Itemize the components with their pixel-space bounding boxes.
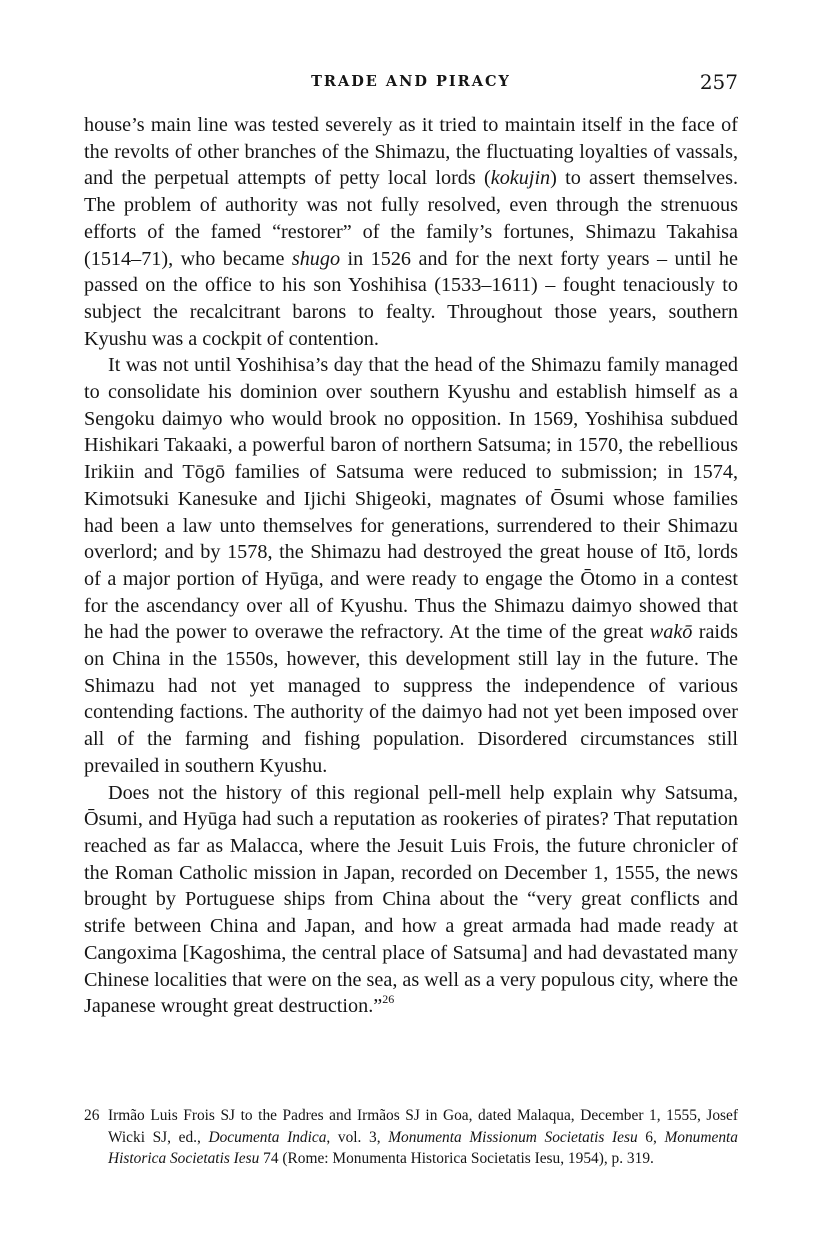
italic-run: Documenta Indica [208, 1128, 327, 1146]
italic-run: wakō [649, 621, 693, 644]
running-head [84, 70, 738, 98]
running-title: TRADE AND PIRACY [311, 73, 511, 90]
footnote-26 [84, 1105, 738, 1170]
body-text [84, 112, 738, 1020]
paragraph-2: It was not until Yoshihisa’s day that the head of the Shimazu family managed to consolidate his dominion over southern Kyushu and establish himself as a Sengoku daimyo who would brook no opposition. In 1569, Yoshihisa subdued Hishikari Takaaki, a powerful baron of northern Satsuma; in 1570, the rebellious Irikiin and Tōgō families of Satsuma were reduced to submission; in 1574, Kimotsuki Kanesuke and Ijichi Shigeoki, magnates of Ōsumi whose families had been a law unto themselves for generations, surrendered to their Shimazu overlord; and by 1578, the Shimazu had destroyed the great house of Itō, lords of a major portion of Hyūga, and were ready to engage the Ōtomo in a contest for the ascendancy over all of Kyushu. Thus the Shimazu daimyo showed that he had the power to overawe the refractory. At the time of the great wakō raids on China in the 1550s, however, this development still lay in the future. The Shimazu had not yet managed to suppress the independence of various contending factions. The authority of the daimyo had not yet been imposed over all of the farming and fishing population. Disordered circumstances still prevailed in southern Kyushu. [84, 354, 738, 777]
footnote-reference[interactable]: 26 [382, 992, 395, 1007]
footnote-number: 26 [84, 1107, 100, 1124]
page-number: 257 [699, 70, 738, 94]
italic-run: Monumenta Missionum Societatis Iesu [388, 1128, 638, 1146]
italic-run: kokujin [490, 167, 551, 190]
italic-run: Monumenta Historica Societatis Iesu [108, 1128, 738, 1167]
paragraph-3: Does not the history of this regional pell-mell help explain why Satsuma, Ōsumi, and Hyūga had such a reputation as rookeries of pirates? That reputation reached as far as Malacca, where the Jesuit Luis Frois, the future chronicler of the Roman Catholic mission in Japan, recorded on December 1, 1555, the news brought by Portuguese ships from China about the “very great conflicts and strife between China and Japan, and how a great armada had made ready at Cangoxima [Kagoshima, the central place of Satsuma] and had devastated many Chinese localities that were on the sea, as well as a very populous city, where the Japanese wrought great destruction.”$^{26}$ [84, 781, 739, 1018]
footnote-text: Irmão Luis Frois SJ to the Padres and Irmãos SJ in Goa, dated Malaqua, December 1, 1555, Josef Wicki SJ, ed., Documenta Indica, vol. 3, Monumenta Missionum Societatis Iesu 6, Monumenta Historica Societatis Iesu 74 (Rome: Monumenta Historica Societatis Iesu, 1954), p. 319. [108, 1107, 738, 1167]
paragraph-1: house’s main line was tested severely as it tried to maintain itself in the face of the revolts of other branches of the Shimazu, the fluctuating loyalties of vassals, and the perpetual attempts of petty local lords (kokujin) to assert themselves. The problem of authority was not fully resolved, even through the strenuous efforts of the famed “restorer” of the family’s fortunes, Shimazu Takahisa (1514–71), who became shugo in 1526 and for the next forty years – until he passed on the office to his son Yoshihisa (1533–1611) – fought tenaciously to subject the recalcitrant barons to fealty. Throughout those years, southern Kyushu was a cockpit of contention. [84, 114, 739, 350]
italic-run: shugo [291, 247, 341, 270]
